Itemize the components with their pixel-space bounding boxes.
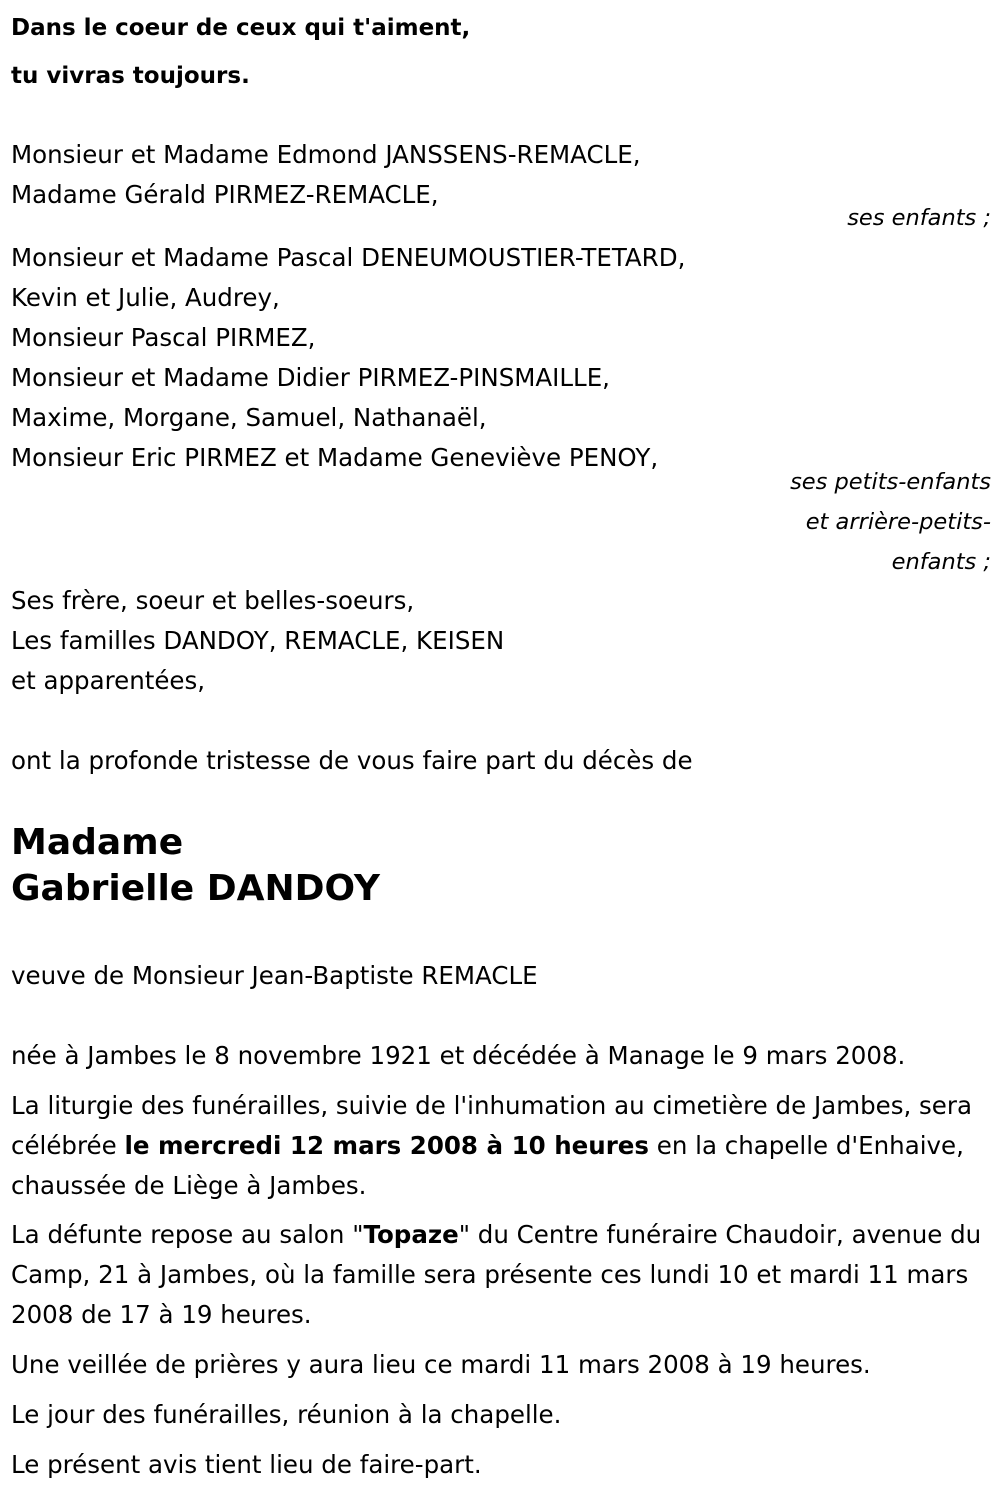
grandchildren-name: Maxime, Morgane, Samuel, Nathanaël,	[11, 403, 487, 432]
liturgy-location: en la chapelle d'Enhaive, chaussée de Liège à Jambes.	[11, 1131, 964, 1200]
grandchildren-relation: ses petits-enfants	[790, 469, 991, 495]
grandchildren-name: Monsieur Pascal PIRMEZ,	[11, 323, 316, 352]
notice-text: Le présent avis tient lieu de faire-part.	[11, 1450, 482, 1479]
meeting-text: Le jour des funérailles, réunion à la chapelle.	[11, 1400, 562, 1429]
salon-name: Topaze	[363, 1220, 459, 1249]
family-line: et apparentées,	[11, 666, 206, 695]
announcement-text: ont la profonde tristesse de vous faire part du décès de	[11, 746, 693, 775]
vigil-text: Une veillée de prières y aura lieu ce mardi 11 mars 2008 à 19 heures.	[11, 1350, 871, 1379]
family-line: Les familles DANDOY, REMACLE, KEISEN	[11, 626, 505, 655]
grandchildren-relation: et arrière-petits-	[805, 509, 991, 535]
repose-paragraph	[11, 1215, 986, 1335]
deceased-name: Gabrielle DANDOY	[11, 868, 380, 909]
children-name: Monsieur et Madame Edmond JANSSENS-REMACLE,	[11, 140, 641, 169]
grandchildren-relation: enfants ;	[891, 549, 991, 575]
grandchildren-name: Monsieur et Madame Didier PIRMEZ-PINSMAILLE,	[11, 363, 610, 392]
birth-death-text: née à Jambes le 8 novembre 1921 et décédée à Manage le 9 mars 2008.	[11, 1041, 906, 1070]
liturgy-text: La liturgie des funérailles, suivie de l'inhumation au cimetière de Jambes, sera célébrée	[11, 1091, 972, 1160]
grandchildren-name: Monsieur et Madame Pascal DENEUMOUSTIER-TETARD,	[11, 243, 686, 272]
family-line: Ses frère, soeur et belles-soeurs,	[11, 586, 415, 615]
repose-details: " du Centre funéraire Chaudoir, avenue du Camp, 21 à Jambes, où la famille sera présente ces lundi 10 et mardi 11 mars 2008 de 17 à 19 heures.	[11, 1220, 982, 1329]
repose-text: La défunte repose au salon "	[11, 1220, 364, 1249]
deceased-title: Madame	[11, 822, 184, 863]
widow-of-text: veuve de Monsieur Jean-Baptiste REMACLE	[11, 961, 538, 990]
grandchildren-name: Kevin et Julie, Audrey,	[11, 283, 280, 312]
liturgy-paragraph	[11, 1086, 986, 1206]
grandchildren-name: Monsieur Eric PIRMEZ et Madame Geneviève PENOY,	[11, 443, 659, 472]
liturgy-date: le mercredi 12 mars 2008 à 10 heures	[124, 1131, 649, 1160]
children-name: Madame Gérald PIRMEZ-REMACLE,	[11, 180, 439, 209]
children-relation: ses enfants ;	[847, 205, 991, 231]
epigraph-line-1: Dans le coeur de ceux qui t'aiment,	[11, 15, 471, 41]
epigraph-line-2: tu vivras toujours.	[11, 63, 250, 89]
